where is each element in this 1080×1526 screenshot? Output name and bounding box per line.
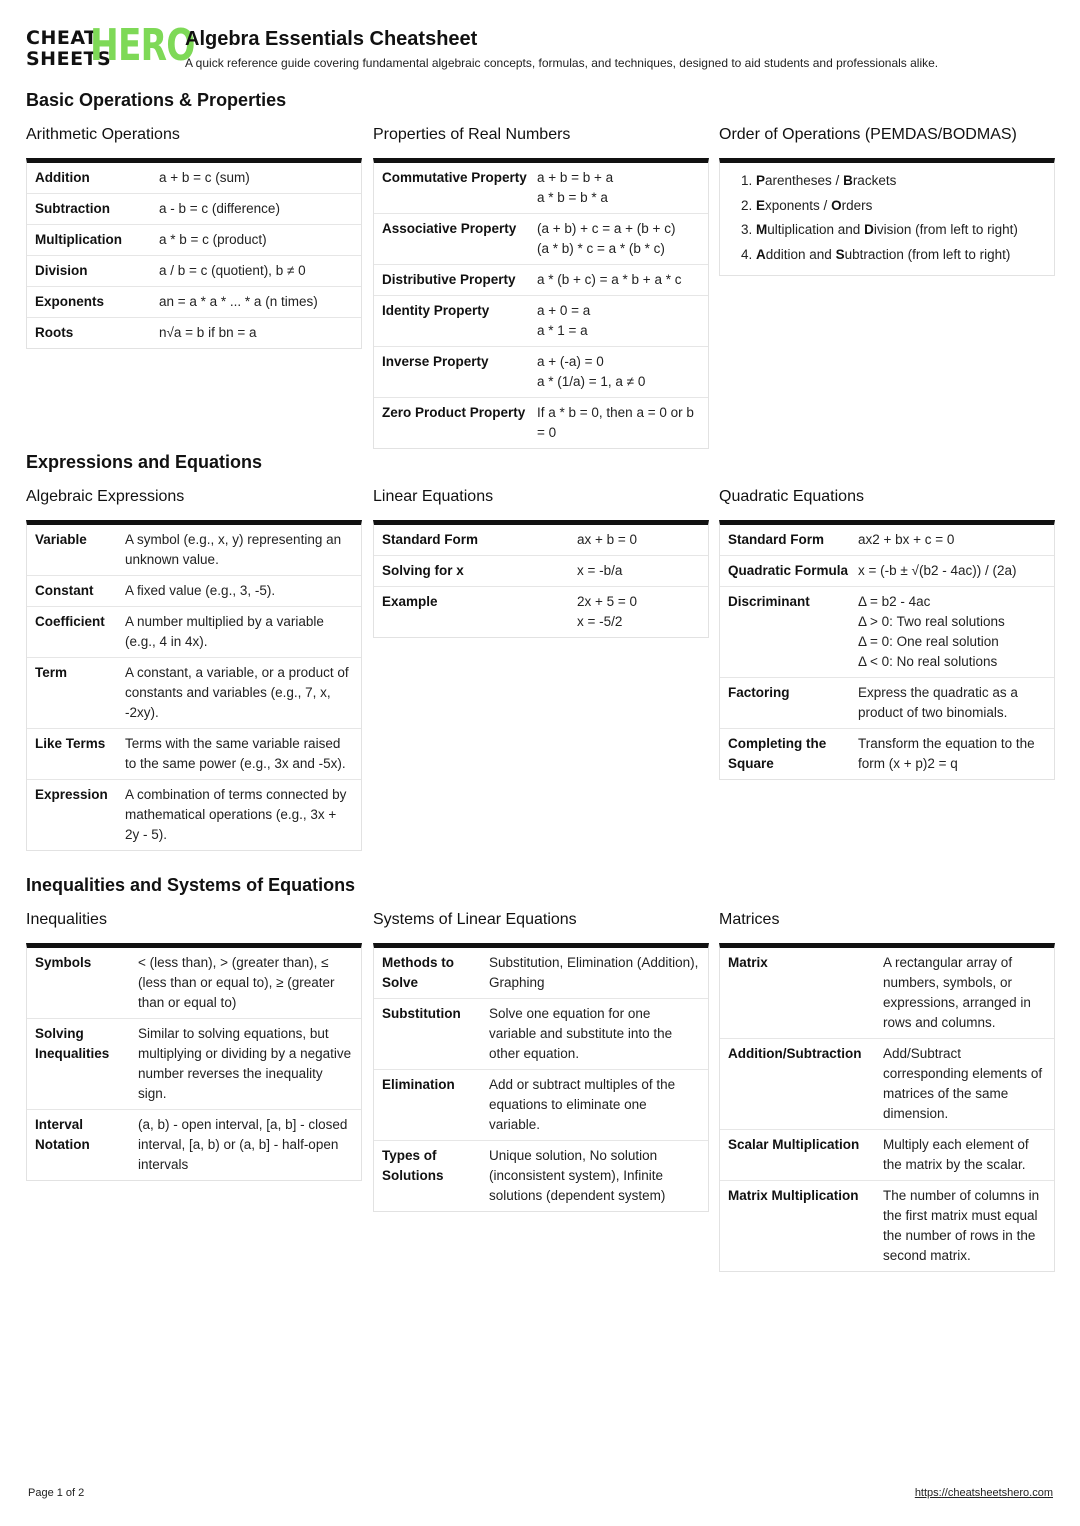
row-term: Associative Property <box>382 221 517 236</box>
table-row <box>374 296 708 347</box>
table-row <box>374 948 708 999</box>
row-definition <box>537 219 700 259</box>
table-row <box>720 948 1054 1039</box>
row-term: Inverse Property <box>382 354 489 369</box>
table-row <box>27 194 361 225</box>
table-row <box>374 999 708 1070</box>
row-term: Addition <box>35 170 90 185</box>
row-definition <box>883 1044 1046 1124</box>
row-definition <box>537 168 700 208</box>
row-term: Completing the Square <box>728 736 827 771</box>
definition-line: Similar to solving equations, but multiplying or dividing by a negative number reverses the inequality sign. <box>138 1026 352 1101</box>
list-text: rackets <box>852 173 897 188</box>
definition-line: A symbol (e.g., x, y) representing an unknown value. <box>125 532 342 567</box>
row-definition <box>883 953 1046 1033</box>
row-term: Commutative Property <box>382 170 527 185</box>
table-row <box>27 948 361 1019</box>
row-term: Interval Notation <box>35 1117 90 1152</box>
row-definition <box>489 953 700 993</box>
block-title: Linear Equations <box>373 488 494 505</box>
acronym-letter: B <box>843 173 853 188</box>
block-arithmetic <box>26 125 362 349</box>
definition-line: < (less than), > (greater than), ≤ (less than or equal to), ≥ (greater than or equal to) <box>138 955 335 1010</box>
row-definition <box>577 592 700 632</box>
section-title-inequalities: Inequalities and Systems of Equations <box>26 875 356 895</box>
table-row <box>27 287 361 318</box>
definition-line: A number multiplied by a variable (e.g., 4 in 4x). <box>125 614 324 649</box>
table <box>719 943 1055 1272</box>
table-row <box>27 318 361 348</box>
acronym-letter: P <box>756 173 766 188</box>
definition-line: (a + b) + c = a + (b + c) <box>537 221 676 236</box>
row-term: Matrix Multiplication <box>728 1188 859 1203</box>
row-definition <box>159 199 353 219</box>
row-definition <box>138 1024 353 1104</box>
definition-line: a * b = c (product) <box>159 232 267 247</box>
row-definition <box>138 953 353 1013</box>
row-definition <box>125 581 353 601</box>
block-matrices <box>719 910 1055 1272</box>
block-title: Inequalities <box>26 911 107 928</box>
list-item <box>756 243 1046 268</box>
row-definition <box>858 561 1046 581</box>
acronym-letter: A <box>756 246 766 262</box>
row-term: Distributive Property <box>382 272 516 287</box>
block-quadratic <box>719 487 1055 780</box>
table-row <box>720 525 1054 556</box>
row-definition <box>159 230 353 250</box>
definition-line: an = a * a * ... * a (n times) <box>159 294 318 309</box>
row-term: Multiplication <box>35 232 122 247</box>
row-term: Factoring <box>728 685 790 700</box>
list-text: rders <box>841 197 873 213</box>
definition-line: A fixed value (e.g., 3, -5). <box>125 583 276 598</box>
definition-line: Add/Subtract corresponding elements of matrices of the same dimension. <box>883 1046 1043 1121</box>
page-subtitle: A quick reference guide covering fundamental algebraic concepts, formulas, and techniques, designed to aid students and professionals alike. <box>185 56 939 70</box>
table <box>373 158 709 449</box>
table-row <box>720 1181 1054 1271</box>
list-text: ultiplication and <box>767 222 865 237</box>
row-term: Standard Form <box>728 532 825 547</box>
row-term: Term <box>35 665 68 680</box>
table-row <box>27 1110 361 1180</box>
table-row <box>27 1019 361 1110</box>
definition-line: Δ < 0: No real solutions <box>858 654 998 669</box>
row-term: Scalar Multiplication <box>728 1137 860 1152</box>
table-row <box>720 729 1054 779</box>
definition-line: a / b = c (quotient), b ≠ 0 <box>159 263 306 278</box>
table <box>26 158 362 349</box>
definition-line: a + b = c (sum) <box>159 170 250 185</box>
row-term: Quadratic Formula <box>728 563 849 578</box>
row-term: Standard Form <box>382 532 479 547</box>
list-text: ubtraction (from left to right) <box>844 246 1011 262</box>
row-term: Symbols <box>35 955 92 970</box>
table-row <box>374 556 708 587</box>
row-term: Matrix <box>728 955 768 970</box>
table <box>373 520 709 638</box>
page-title: Algebra Essentials Cheatsheet <box>185 28 478 50</box>
definition-line: a + (-a) = 0 <box>537 354 604 369</box>
definition-line: a * 1 = a <box>537 323 588 338</box>
block-pemdas <box>719 125 1055 276</box>
definition-line: A rectangular array of numbers, symbols, or expressions, arranged in rows and columns. <box>883 955 1031 1030</box>
row-definition <box>537 352 700 392</box>
definition-line: Add or subtract multiples of the equations to eliminate one variable. <box>489 1077 676 1132</box>
table-row <box>374 265 708 296</box>
definition-line: a + b = b + a <box>537 170 614 185</box>
row-definition <box>883 1135 1046 1175</box>
table <box>719 520 1055 780</box>
table-row <box>27 607 361 658</box>
table-row <box>374 163 708 214</box>
table <box>26 943 362 1181</box>
row-term: Example <box>382 594 438 609</box>
definition-line: x = -b/a <box>577 563 623 578</box>
definition-line: Transform the equation to the form (x + p)2 = q <box>858 736 1035 771</box>
block-inequalities <box>26 910 362 1181</box>
table-row <box>374 347 708 398</box>
block-title: Algebraic Expressions <box>26 488 185 505</box>
row-term: Zero Product Property <box>382 405 526 420</box>
acronym-letter: O <box>831 197 842 213</box>
row-term: Identity Property <box>382 303 490 318</box>
row-term: Elimination <box>382 1077 455 1092</box>
table <box>373 943 709 1212</box>
row-definition <box>537 403 700 443</box>
definition-line: Terms with the same variable raised to the same power (e.g., 3x and -5x). <box>125 736 346 771</box>
list-text: ivision (from left to right) <box>873 222 1018 237</box>
definition-line: Substitution, Elimination (Addition), Graphing <box>489 955 699 990</box>
logo-text-cheat: CHEAT <box>26 27 98 49</box>
row-definition <box>537 301 700 341</box>
block-title: Quadratic Equations <box>719 488 864 505</box>
row-term: Solving for x <box>382 563 464 578</box>
page-number: Page 1 of 2 <box>28 1487 85 1499</box>
row-term: Methods to Solve <box>382 955 454 990</box>
table-row <box>27 225 361 256</box>
definition-line: a - b = c (difference) <box>159 201 280 216</box>
row-definition <box>125 530 353 570</box>
row-term: Constant <box>35 583 94 598</box>
logo-text-hero: HERO <box>90 20 195 71</box>
row-definition <box>489 1004 700 1064</box>
row-definition <box>537 270 700 290</box>
table-row <box>27 576 361 607</box>
block-title: Arithmetic Operations <box>26 126 180 143</box>
footer-url-link[interactable]: https://cheatsheetshero.com <box>914 1487 1053 1499</box>
row-definition <box>159 292 353 312</box>
row-definition <box>858 734 1046 774</box>
table-row <box>27 729 361 780</box>
block-title: Matrices <box>719 911 780 928</box>
row-definition <box>159 323 353 343</box>
row-definition <box>489 1075 700 1135</box>
table-row <box>374 1070 708 1141</box>
definition-line: x = -5/2 <box>577 614 623 629</box>
definition-line: If a * b = 0, then a = 0 or b = 0 <box>537 405 694 440</box>
block-properties <box>373 125 709 449</box>
row-term: Roots <box>35 325 74 340</box>
definition-line: (a * b) * c = a * (b * c) <box>537 241 665 256</box>
definition-line: x = (-b ± √(b2 - 4ac)) / (2a) <box>858 563 1017 578</box>
row-term: Discriminant <box>728 594 810 609</box>
definition-line: Δ = b2 - 4ac <box>858 594 931 609</box>
logo-text-sheets: SHEETS <box>26 48 112 70</box>
definition-line: A constant, a variable, or a product of constants and variables (e.g., 7, x, -2xy). <box>125 665 349 720</box>
row-definition <box>125 785 353 845</box>
acronym-letter: D <box>864 222 874 237</box>
section-title-expressions: Expressions and Equations <box>26 452 263 472</box>
table-row <box>374 1141 708 1211</box>
block-title: Order of Operations (PEMDAS/BODMAS) <box>719 126 1017 143</box>
row-term: Addition/Subtraction <box>728 1046 862 1061</box>
row-term: Coefficient <box>35 614 105 629</box>
table-row <box>27 256 361 287</box>
row-definition <box>125 734 353 774</box>
list-text: ddition and <box>765 246 836 262</box>
table-row <box>27 525 361 576</box>
row-definition <box>159 261 353 281</box>
block-systems <box>373 910 709 1212</box>
definition-line: n√a = b if bn = a <box>159 325 257 340</box>
row-term: Exponents <box>35 294 105 309</box>
row-definition <box>489 1146 700 1206</box>
definition-line: Solve one equation for one variable and substitute into the other equation. <box>489 1006 673 1061</box>
cheatsheetshero-logo[interactable] <box>26 20 195 72</box>
table-row <box>374 398 708 448</box>
table-row <box>720 587 1054 678</box>
definition-line: Unique solution, No solution (inconsistent system), Infinite solutions (dependent system) <box>489 1148 666 1203</box>
table-row <box>720 1039 1054 1130</box>
table-row <box>720 1130 1054 1181</box>
row-definition <box>125 663 353 723</box>
block-algebraic <box>26 487 362 851</box>
table-row <box>720 556 1054 587</box>
acronym-letter: E <box>756 197 766 213</box>
table-row <box>374 587 708 637</box>
row-term: Division <box>35 263 88 278</box>
acronym-letter: M <box>756 222 768 237</box>
definition-line: a * b = b * a <box>537 190 608 205</box>
row-definition <box>138 1115 353 1175</box>
table <box>26 520 362 851</box>
definition-line: ax + b = 0 <box>577 532 638 547</box>
definition-line: a + 0 = a <box>537 303 591 318</box>
list-item <box>756 169 1046 194</box>
acronym-letter: S <box>835 246 845 262</box>
definition-line: A combination of terms connected by mathematical operations (e.g., 3x + 2y - 5). <box>125 787 347 842</box>
row-definition <box>577 530 700 550</box>
list-text: arentheses / <box>765 173 844 188</box>
table-row <box>27 163 361 194</box>
definition-line: Δ = 0: One real solution <box>858 634 999 649</box>
list-text: xponents / <box>765 197 832 213</box>
table-row <box>27 780 361 850</box>
row-term: Types of Solutions <box>382 1148 444 1183</box>
definition-line: Multiply each element of the matrix by the scalar. <box>883 1137 1029 1172</box>
table-row <box>720 678 1054 729</box>
definition-line: ax2 + bx + c = 0 <box>858 532 955 547</box>
definition-line: Express the quadratic as a product of two binomials. <box>858 685 1018 720</box>
table-row <box>27 658 361 729</box>
row-definition <box>858 683 1046 723</box>
block-title: Properties of Real Numbers <box>373 126 571 143</box>
pemdas-list <box>720 163 1054 275</box>
row-definition <box>858 530 1046 550</box>
row-definition <box>883 1186 1046 1266</box>
table <box>719 158 1055 276</box>
definition-line: a * (1/a) = 1, a ≠ 0 <box>537 374 646 389</box>
list-item <box>756 194 1046 219</box>
definition-line: 2x + 5 = 0 <box>577 594 638 609</box>
definition-line: The number of columns in the first matrix must equal the number of rows in the second matrix. <box>883 1188 1040 1263</box>
row-term: Variable <box>35 532 87 547</box>
row-term: Subtraction <box>35 201 111 216</box>
section-title-basic: Basic Operations & Properties <box>26 90 287 110</box>
row-term: Expression <box>35 787 108 802</box>
row-definition <box>125 612 353 652</box>
row-term: Substitution <box>382 1006 461 1021</box>
list-item <box>756 218 1046 243</box>
table-row <box>374 525 708 556</box>
definition-line: (a, b) - open interval, [a, b] - closed interval, [a, b) or (a, b] - half-open intervals <box>138 1117 348 1172</box>
row-term: Like Terms <box>35 736 106 751</box>
header <box>26 20 1056 76</box>
block-linear <box>373 487 709 638</box>
row-definition <box>577 561 700 581</box>
table-row <box>374 214 708 265</box>
definition-line: a * (b + c) = a * b + a * c <box>537 272 682 287</box>
row-definition <box>159 168 353 188</box>
block-title: Systems of Linear Equations <box>373 911 577 928</box>
row-definition <box>858 592 1046 672</box>
row-term: Solving Inequalities <box>35 1026 110 1061</box>
definition-line: Δ > 0: Two real solutions <box>858 614 1005 629</box>
